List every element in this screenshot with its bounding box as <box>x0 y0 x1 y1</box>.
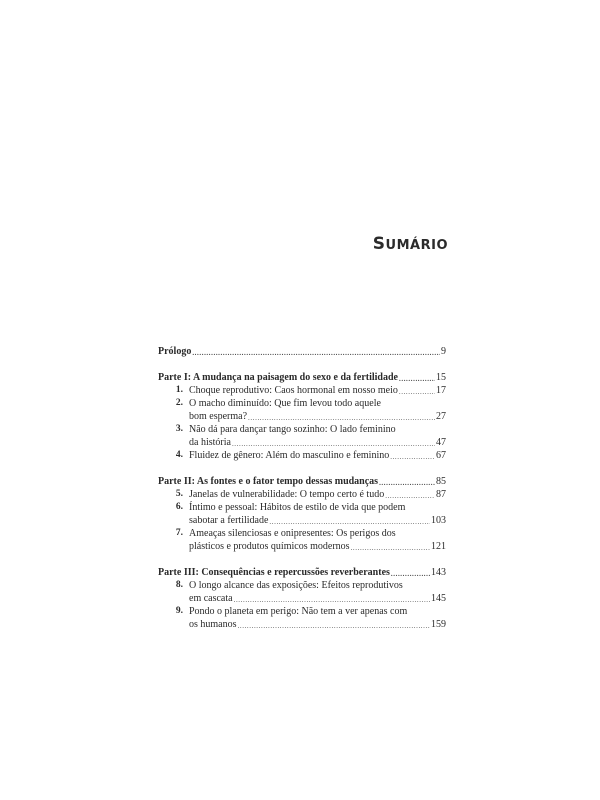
toc-chapter-2[interactable] <box>158 397 446 423</box>
leader-dots <box>192 348 440 358</box>
leader-dots <box>391 569 430 579</box>
chapter-title-line2: da história <box>189 437 231 448</box>
leader-dots <box>351 543 430 553</box>
part-page: 85 <box>436 476 446 487</box>
part-page: 143 <box>431 567 446 578</box>
chapter-number: 7. <box>175 528 183 538</box>
chapter-title-line2: em cascata <box>189 593 233 604</box>
leader-dots <box>399 374 435 384</box>
chapter-page: 27 <box>436 411 446 422</box>
title-first-letter: S <box>372 234 386 254</box>
chapter-page: 103 <box>431 515 446 526</box>
prologue-page: 9 <box>441 346 446 357</box>
leader-dots <box>238 621 431 631</box>
part-page: 15 <box>436 372 446 383</box>
page-title <box>373 234 448 254</box>
chapter-number: 1. <box>175 385 183 395</box>
chapter-page: 159 <box>431 619 446 630</box>
chapter-number: 4. <box>175 450 183 460</box>
leader-dots <box>248 413 435 423</box>
chapter-page: 47 <box>436 437 446 448</box>
leader-dots <box>390 452 435 462</box>
leader-dots <box>232 439 435 449</box>
chapter-title: Janelas de vulnerabilidade: O tempo certo é tudo <box>189 489 385 500</box>
chapter-title-line2: sabotar a fertilidade <box>189 515 269 526</box>
chapter-page: 145 <box>431 593 446 604</box>
chapter-page: 121 <box>431 541 446 552</box>
chapter-title-line2: bom esperma? <box>189 411 248 422</box>
toc-prologue[interactable] <box>158 345 446 358</box>
chapter-title-line1: O macho diminuído: Que fim levou todo aquele <box>189 398 381 409</box>
toc-chapter-7[interactable] <box>158 527 446 553</box>
part-label: Parte III: Consequências e repercussões reverberantes <box>158 567 390 578</box>
chapter-title-line2: plásticos e produtos químicos modernos <box>189 541 350 552</box>
toc-part-2[interactable] <box>158 475 446 488</box>
table-of-contents <box>158 345 446 631</box>
leader-dots <box>399 387 435 397</box>
toc-chapter-5[interactable] <box>158 488 446 501</box>
toc-part-1[interactable] <box>158 371 446 384</box>
chapter-number: 6. <box>175 502 183 512</box>
toc-chapter-9[interactable] <box>158 605 446 631</box>
part-label: Parte I: A mudança na paisagem do sexo e da fertilidade <box>158 372 398 383</box>
leader-dots <box>379 478 435 488</box>
chapter-number: 9. <box>175 606 183 616</box>
chapter-title-line1: Ameaças silenciosas e onipresentes: Os perigos dos <box>189 528 396 539</box>
toc-chapter-8[interactable] <box>158 579 446 605</box>
leader-dots <box>269 517 430 527</box>
chapter-number: 5. <box>175 489 183 499</box>
chapter-title: Fluidez de gênero: Além do masculino e feminino <box>189 450 390 461</box>
chapter-title-line1: Não dá para dançar tango sozinho: O lado feminino <box>189 424 396 435</box>
chapter-number: 8. <box>175 580 183 590</box>
toc-chapter-3[interactable] <box>158 423 446 449</box>
chapter-title-line1: Pondo o planeta em perigo: Não tem a ver apenas com <box>189 606 408 617</box>
chapter-title: Choque reprodutivo: Caos hormonal em nosso meio <box>189 385 398 396</box>
chapter-number: 2. <box>175 398 183 408</box>
toc-chapter-4[interactable] <box>158 449 446 462</box>
chapter-number: 3. <box>175 424 183 434</box>
toc-chapter-1[interactable] <box>158 384 446 397</box>
toc-part-3[interactable] <box>158 566 446 579</box>
chapter-title-line2: os humanos <box>189 619 237 630</box>
leader-dots <box>234 595 430 605</box>
chapter-title-line1: O longo alcance das exposições: Efeitos reprodutivos <box>189 580 403 591</box>
part-label: Parte II: As fontes e o fator tempo dessas mudanças <box>158 476 379 487</box>
toc-chapter-6[interactable] <box>158 501 446 527</box>
chapter-page: 67 <box>436 450 446 461</box>
chapter-page: 17 <box>436 385 446 396</box>
leader-dots <box>385 491 435 501</box>
prologue-label: Prólogo <box>158 346 192 357</box>
chapter-page: 87 <box>436 489 446 500</box>
title-rest: UMÁRIO <box>385 238 448 253</box>
chapter-title-line1: Íntimo e pessoal: Hábitos de estilo de vida que podem <box>189 502 406 513</box>
